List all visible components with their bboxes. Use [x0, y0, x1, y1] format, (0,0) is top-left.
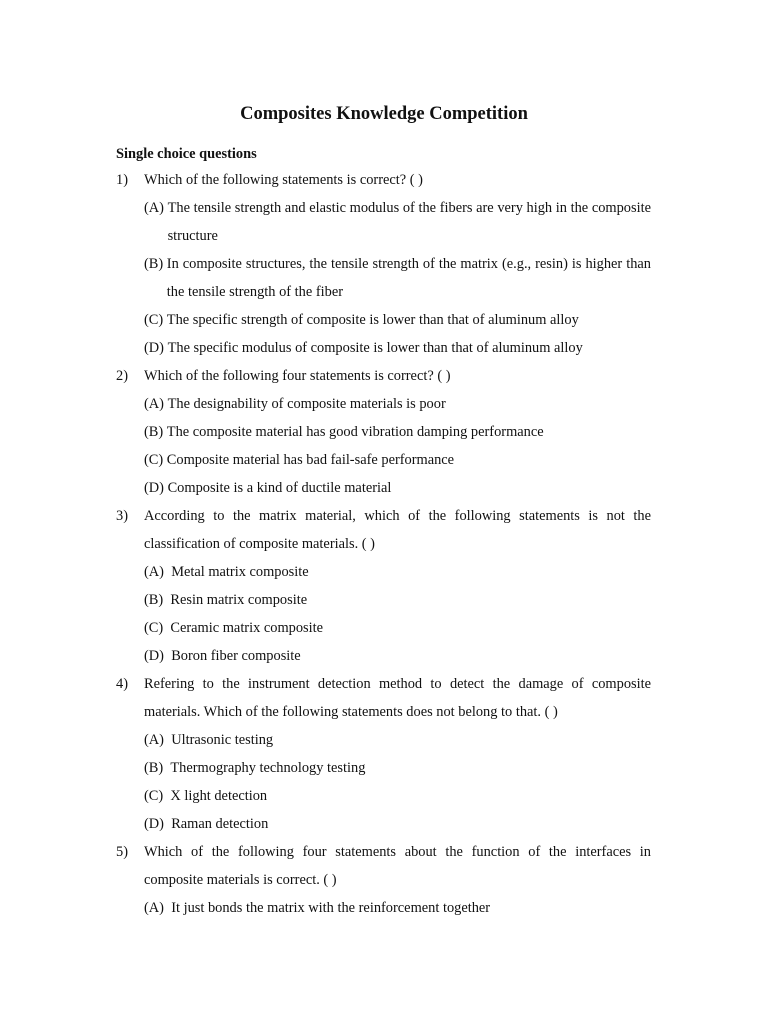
option-label: (B): [144, 592, 171, 608]
question-4: [116, 670, 651, 838]
option-d: [144, 642, 651, 670]
option-list: [144, 390, 651, 502]
option-list: [144, 894, 651, 922]
option-d: [144, 334, 651, 362]
option-text: The specific strength of composite is lower than that of aluminum alloy: [166, 312, 579, 328]
option-label: (C): [144, 620, 171, 636]
option-a: [144, 726, 651, 754]
option-label: (A): [144, 900, 172, 916]
question-3: [116, 502, 651, 670]
option-text: Metal matrix composite: [171, 564, 309, 580]
option-b: [144, 418, 651, 446]
option-label: (B): [144, 760, 171, 776]
question-2: [116, 362, 651, 502]
option-text: X light detection: [170, 788, 268, 804]
option-label: (B): [144, 256, 167, 272]
option-text: Ultrasonic testing: [171, 732, 274, 748]
option-a: [144, 894, 651, 922]
question-1: [116, 166, 651, 362]
option-label: (C): [144, 788, 171, 804]
question-number: 2): [116, 368, 128, 384]
option-text: It just bonds the matrix with the reinforcement together: [171, 900, 491, 916]
option-text: In composite structures, the tensile strength of the matrix (e.g., resin) is higher than the tensile strength of the fiber: [166, 256, 651, 300]
option-list: [144, 558, 651, 670]
option-label: (B): [144, 424, 167, 440]
question-number: 4): [116, 676, 128, 692]
question-5: [116, 838, 651, 922]
option-c: [144, 782, 651, 810]
question-text: Which of the following four statements about the function of the interfaces in composite materials is correct. ( ): [144, 844, 651, 888]
option-b: [144, 586, 651, 614]
option-label: (D): [144, 648, 172, 664]
option-c: [144, 306, 651, 334]
section-heading: Single choice questions: [116, 146, 257, 162]
option-label: (A): [144, 200, 168, 216]
option-list: [144, 194, 651, 362]
option-text: Thermography technology testing: [170, 760, 366, 776]
option-text: Composite material has bad fail-safe performance: [166, 452, 455, 468]
question-text: According to the matrix material, which of the following statements is not the classification of composite materials. ( ): [144, 508, 651, 552]
option-text: Ceramic matrix composite: [170, 620, 324, 636]
option-label: (A): [144, 396, 168, 412]
option-label: (D): [144, 480, 168, 496]
option-b: [144, 250, 651, 306]
question-text: Refering to the instrument detection method to detect the damage of composite materials. Which of the following statements does not belong to that. ( ): [144, 676, 651, 720]
option-text: Composite is a kind of ductile material: [167, 480, 392, 496]
option-text: The designability of composite materials is poor: [167, 396, 446, 412]
option-text: The specific modulus of composite is lower than that of aluminum alloy: [167, 340, 583, 356]
option-label: (C): [144, 312, 167, 328]
option-label: (A): [144, 564, 172, 580]
question-number: 5): [116, 844, 128, 860]
option-a: [144, 194, 651, 250]
option-text: Resin matrix composite: [170, 592, 308, 608]
option-b: [144, 754, 651, 782]
option-text: The tensile strength and elastic modulus of the fibers are very high in the composite structure: [167, 200, 651, 244]
option-a: [144, 558, 651, 586]
option-label: (C): [144, 452, 167, 468]
option-text: The composite material has good vibration damping performance: [166, 424, 544, 440]
option-label: (D): [144, 816, 172, 832]
option-label: (D): [144, 340, 168, 356]
question-number: 3): [116, 508, 128, 524]
option-d: [144, 810, 651, 838]
question-list: [116, 166, 651, 922]
option-label: (A): [144, 732, 172, 748]
option-d: [144, 474, 651, 502]
option-a: [144, 390, 651, 418]
question-number: 1): [116, 172, 128, 188]
option-list: [144, 726, 651, 838]
option-c: [144, 614, 651, 642]
option-text: Boron fiber composite: [171, 648, 301, 664]
option-text: Raman detection: [171, 816, 269, 832]
question-text: Which of the following statements is correct? ( ): [144, 172, 423, 188]
option-c: [144, 446, 651, 474]
page-title: Composites Knowledge Competition: [240, 104, 528, 124]
question-text: Which of the following four statements is correct? ( ): [144, 368, 451, 384]
